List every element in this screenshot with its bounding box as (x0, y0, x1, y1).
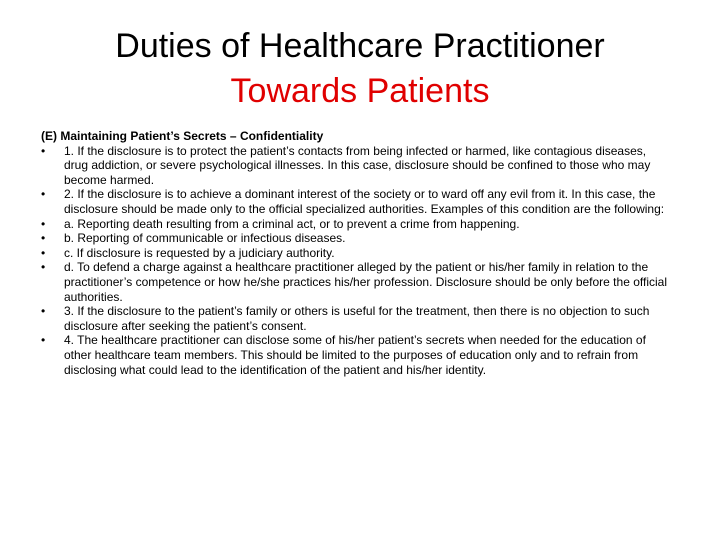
list-item-text: 1. If the disclosure is to protect the patient’s contacts from being infected or harmed, like contagious diseases, drug addiction, or severe psychological illnesses. In this case, disclosure should be confined to those who may become harmed. (64, 143, 651, 187)
bullet-icon: • (41, 143, 46, 158)
bullet-icon: • (41, 216, 46, 231)
bullet-icon: • (41, 187, 46, 202)
list-item (41, 217, 673, 232)
list-item (41, 260, 673, 304)
list-item-text: a. Reporting death resulting from a criminal act, or to prevent a crime from happening. (64, 216, 520, 231)
list-item-text: 4. The healthcare practitioner can disclose some of his/her patient’s secrets when needed for the education of other healthcare team members. This should be limited to the purposes of education only and to refrain from disclosing what could lead to the identification of the patient and his/her identity. (64, 333, 646, 377)
list-item (41, 304, 673, 333)
list-item-text: c. If disclosure is requested by a judiciary authority. (64, 245, 335, 260)
list-item (41, 231, 673, 246)
slide-body (41, 129, 673, 377)
list-item-text: 2. If the disclosure is to achieve a dominant interest of the society or to ward off any evil from it. In this case, the disclosure should be made only to the official specialized authorities. Examples of this condition are the following: (64, 187, 665, 216)
bullet-icon: • (41, 333, 46, 348)
list-item (41, 187, 673, 216)
bullet-icon: • (41, 231, 46, 246)
bullet-icon: • (41, 304, 46, 319)
list-item-text: d. To defend a charge against a healthcare practitioner alleged by the patient or his/her family in relation to the practitioner’s competence or how he/she practices his/her profession. Disclosure should be only before the official authorities. (64, 260, 667, 304)
list-item (41, 246, 673, 261)
list-item (41, 333, 673, 377)
list-item-text: b. Reporting of communicable or infectious diseases. (64, 231, 346, 246)
bullet-icon: • (41, 245, 46, 260)
slide-title (0, 24, 720, 114)
title-line-1: Duties of Healthcare Practitioner (115, 27, 605, 65)
bullet-list (41, 144, 673, 378)
bullet-icon: • (41, 260, 46, 275)
section-heading: (E) Maintaining Patient’s Secrets – Confidentiality (41, 129, 324, 143)
list-item (41, 144, 673, 188)
title-line-2: Towards Patients (230, 72, 490, 110)
list-item-text: 3. If the disclosure to the patient’s family or others is useful for the treatment, then there is no objection to such disclosure after seeking the patient’s consent. (64, 304, 650, 333)
